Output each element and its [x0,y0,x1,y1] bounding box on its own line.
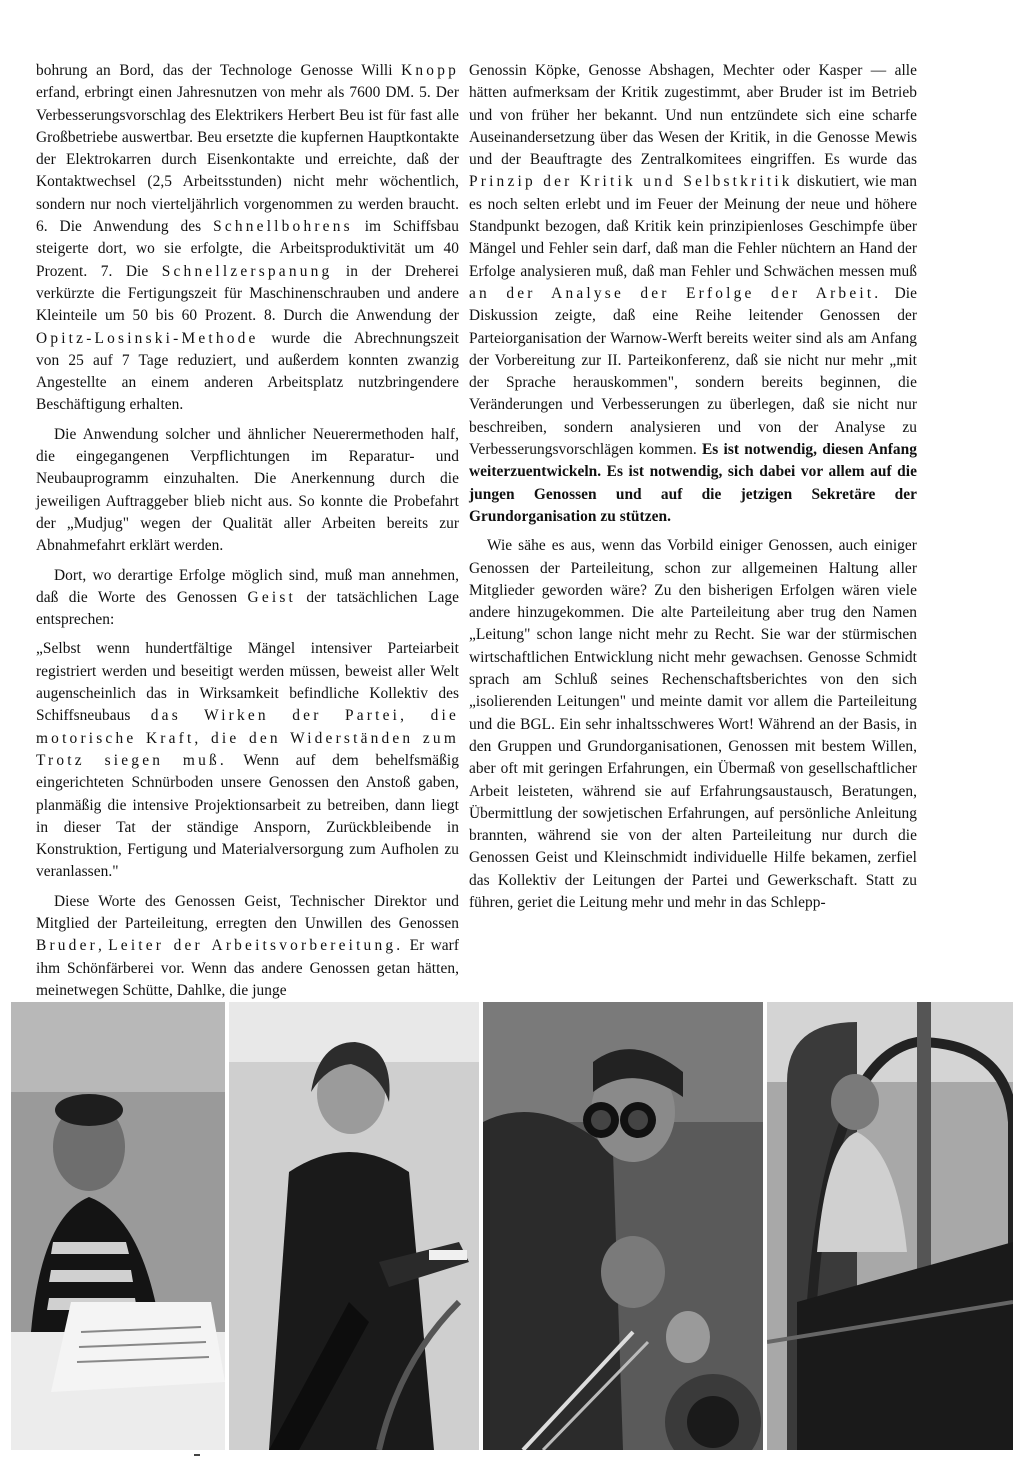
right-paragraph-1 [469,60,917,528]
page-mark [194,1454,200,1456]
spaced-name-knopp: Knopp [401,62,459,79]
text-run: Wenn auf dem behelfsmäßig eingerichteten Schnürboden unsere Genossen den Anstoß gaben, planmäßig die intensive Projektionsarbeit zu betreiben, dann liegt in dieser Tat der ständige Ansporn, Zurückbleibende in Konstruktion, Fertigung und Materialversorgung zum Aufholen zu veranlassen." [36,751,459,881]
text-run: Dort, wo derartige Erfolge möglich sind, muß man annehmen, daß die Worte des Genossen [36,566,459,606]
spaced-quote-emphasis: das Wirken der Partei, die motorische Kraft, die den Widerständen zum Trotz siegen muß. [36,707,460,769]
spaced-term-opitz: Opitz-Losinski-Methode [36,329,259,347]
text-run: der tatsächlichen Lage entsprechen: [36,588,459,629]
photo-strip [11,1002,1013,1450]
photo-woman-worker-image [229,1002,479,1450]
left-paragraph-1 [36,60,459,417]
text-run: erfand, erbringt einen Jahresnutzen von mehr als 7600 DM. 5. Der Verbesserungsvorschlag des Elektrikers Herbert Beu ist für fast alle Großbetriebe auswertbar. Beu ersetzte die kupfernen Hauptkontakte der Elektrokarren durch Eisenkontakte und erreichte, daß der Kontaktwechsel (2,5 Arbeitsstunden) nicht mehr wöchentlich, sondern nur noch vierteljährlich vorgenommen zu werden braucht. 6. Die Anwendung des [36,84,459,236]
text-run: in der Dreherei verkürzte die Fertigungszeit für Maschinenschrauben und andere Kleinteile um 50 bis 60 Prozent. 8. Durch die Anwendung der [36,262,460,325]
left-paragraph-3 [36,565,459,632]
text-run: Diese Worte des Genossen Geist, Technischer Direktor und Mitglied der Parteileitung, erregten den Unwillen des Genossen [36,892,459,932]
text-run: wurde die Abrechnungszeit von 25 auf 7 Tage reduziert, und außerdem konnten zwanzig Angestellte an einem anderen Arbeitsplatz nutzbringendere Beschäftigung erhalten. [36,329,459,414]
text-run: Die Diskussion zeigte, daß eine Reihe leitender Genossen der Parteiorganisation der Warnow-Werft bereits weiter sind als am Anfang der Vorbereitung zur II. Parteikonferenz, daß sie nicht nur mehr „mit der Sprache herauskommen", sondern bereits beginnen, die Veränderungen und Verbesserungen zu überlegen, daß sie nicht nur beschreiben, sondern analysieren und von der Analyse zu Verbesserungsvorschlägen kommen. [469,284,917,459]
spaced-term-analyse: an der Analyse der Erfolge der Arbeit. [469,284,882,302]
text-run: , [97,937,109,955]
text-run: Genossin Köpke, Genosse Abshagen, Mechter oder Kasper — alle hätten aufmerksam der Kritik zugestimmt, aber Bruder ist im Betrieb und von früher her bekannt. Und nun entzündete sich eine scharfe Auseinandersetzung über das Wesen der Kritik, in die Genosse Mewis und der Beauftragte des Zentralkomitees eingriffen. Es wurde das [469,62,917,169]
photo-welders-image [483,1002,763,1450]
photo-welders [483,1002,763,1450]
spaced-term-prinzip: Prinzip der Kritik und Selbstkritik [469,173,793,191]
text-run: im Schiffsbau steigerte dort, wo sie erfolgte, die Arbeitsproduktivität um 40 Prozent. 7. Die [36,218,459,280]
left-paragraph-4 [36,891,459,1002]
left-column [36,60,459,1009]
photo-man-at-desk-image [11,1002,225,1450]
geist-quote [36,638,459,883]
text-run: „Selbst wenn hundertfältige Mängel intensiver Parteiarbeit registriert werden und beseitigt werden müssen, beweist aller Welt augenscheinlich das in Wirksamkeit befindliche Kollektiv des Schiffsneubaus [36,640,459,725]
right-paragraph-2: Wie sähe es aus, wenn das Vorbild einiger Genossen, auch einiger Genossen der Parteileitung, schon zur allgemeinen Haltung aller Mitglieder geworden wäre? Zu den bisherigen Erfolgen wären viele andere hinzugekommen. Die alte Parteileitung aber trug den Namen „Leitung" schon lange nicht mehr zu Recht. Sie war der stürmischen wirtschaftlichen Entwicklung nicht mehr gewachsen. Genosse Schmidt sprach am Schluß seines Rechenschaftsberichtes von den sich „isolierenden Leitungen" und meinte damit vor allem die Parteileitung und die BGL. Ein sehr inhaltsschweres Wort! Während an der Basis, in den Gruppen und Grundorganisationen, Genossen mit bestem Willen, aber oft mit geringen Erfahrungen, ein Übermaß von gesellschaftlicher Arbeit leisteten, während sie auf Erfahrungsaustausch, Beratungen, Übermittlung der sowjetischen Erfahrungen, auf persönliche Anleitung brannten, während sie von der alten Parteileitung nur durch die Genossen Geist und Kleinschmidt individuelle Hilfe bekamen, zerfiel das Kollektiv der Leitungen der Partei und Gewerkschaft. Statt zu führen, geriet die Leitung mehr und mehr in das Schlepp- [469,537,917,911]
right-column [469,60,917,921]
text-run: diskutiert, wie man es noch selten erlebt und im Feuer der Meinung der neue und höhere Standpunkt bezogen, daß Kritik kein prinzipienloses Geschimpfe über Mängel und Fehler sein darf, daß man die Fehler nüchtern an Hand der Erfolge analysieren muß, daß man Fehler und Schwächen messen muß [469,173,918,280]
photo-worker-on-structure [767,1002,1013,1450]
spaced-name-geist: Geist [247,588,296,606]
spaced-name-bruder: Bruder [36,937,98,955]
text-run: Er warf ihm Schönfärberei vor. Wenn das andere Genossen getan hätten, meinetwegen Schütte, Dahlke, die junge [36,937,459,999]
spaced-title-leiter: Leiter der Arbeitsvorbereitung. [108,937,404,955]
spaced-term-schnellzerspanung: Schnellzerspanung [161,262,333,280]
photo-worker-on-structure-image [767,1002,1013,1450]
left-paragraph-2: Die Anwendung solcher und ähnlicher Neuerermethoden half, die eingegangenen Verpflichtungen im Reparatur- und Neubauprogramm einzuhalten. Die Anerkennung durch die jeweiligen Auftraggeber blieb nicht aus. So konnte die Probefahrt der „Mudjug" wegen der Qualität aller Arbeiten bereits zur Abnahmefahrt erklärt werden. [36,425,459,555]
text-run: bohrung an Bord, das der Technologe Genosse Willi [36,62,402,79]
photo-man-at-desk [11,1002,225,1450]
spaced-term-schnellbohrens: Schnellbohrens [213,218,353,236]
bold-emphasis: Es ist notwendig, diesen Anfang weiterzuentwickeln. Es ist notwendig, sich dabei vor allem auf die jungen Genossen und auf die jetzigen Sekretäre der Grundorganisation zu stützen. [469,441,917,525]
photo-woman-worker [229,1002,479,1450]
